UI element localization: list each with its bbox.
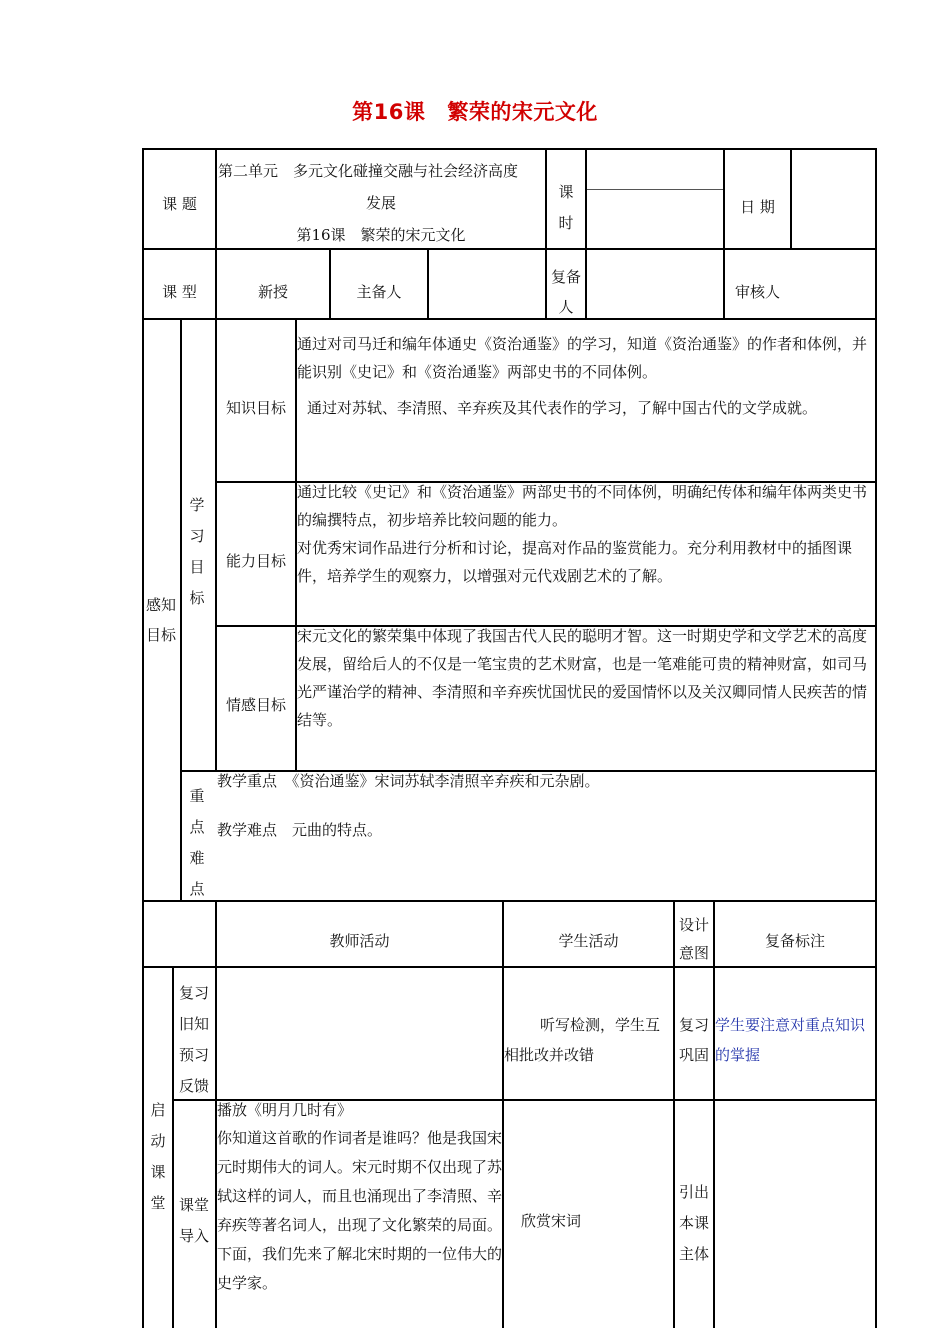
review-row-label: 复习旧知预习反馈 [178, 984, 209, 1095]
grid-line [587, 189, 723, 190]
review-design-intent: 复习巩固 [678, 1016, 709, 1064]
intro-teacher-line-1: 播放《明月几时有》 [217, 1101, 353, 1119]
grid-line [585, 148, 587, 318]
grid-line [545, 148, 547, 318]
audit-label: 审核人 [734, 283, 780, 301]
type-label: 课 型 [162, 283, 197, 301]
type-value: 新授 [257, 283, 288, 301]
notes-head: 复备标注 [764, 932, 825, 950]
grid-line [713, 900, 715, 1328]
grid-line [790, 148, 792, 248]
key-point: 教学重点 《资治通鉴》宋词苏轼李清照辛弃疾和元杂剧。 [217, 772, 600, 790]
lesson-number: 第16课 [352, 100, 426, 124]
grid-line [142, 148, 144, 1328]
grid-line [142, 966, 877, 968]
lead-label: 主备人 [356, 283, 402, 301]
knowledge-goal-text-2: 通过对苏轼、李清照、辛弃疾及其代表作的学习，了解中国古代的文学成就。 [307, 399, 818, 417]
emotion-goal-label: 情感目标 [225, 696, 286, 714]
student-activity-head: 学生活动 [558, 932, 619, 950]
ability-goal-label: 能力目标 [225, 552, 286, 570]
review-notes: 学生要注意对重点知识的掌握 [715, 1016, 866, 1064]
learning-goals-label: 学习目标 [189, 496, 205, 607]
subject-line-2: 发展 [365, 194, 396, 212]
review-label: 复备人 [550, 268, 581, 316]
grid-line [142, 148, 877, 150]
knowledge-goal-text-1: 通过对司马迁和编年体通史《资治通鉴》的学习，知道《资治通鉴》的作者和体例，并能识别《史记》和《资治通鉴》两部史书的不同体例。 [297, 335, 868, 381]
grid-line [180, 318, 182, 900]
subject-line-3: 第16课 繁荣的宋元文化 [296, 226, 466, 244]
intro-student-activity: 欣赏宋词 [521, 1212, 582, 1230]
grid-line [427, 248, 429, 318]
emotion-goal-text: 宋元文化的繁荣集中体现了我国古代人民的聪明才智。这一时期史学和文学艺术的高度发展，留给后人的不仅是一笔宝贵的艺术财富，也是一笔难能可贵的精神财富，如司马光严谨治学的精神、李清照和辛弃疾忧国忧民的爱国情怀以及关汉卿同情人民疾苦的情结等。 [297, 627, 868, 729]
intro-row-label: 课堂导入 [178, 1196, 209, 1245]
lesson-name: 繁荣的宋元文化 [447, 100, 598, 124]
grid-line [673, 900, 675, 1328]
difficult-point: 教学难点 元曲的特点。 [217, 821, 383, 839]
grid-line [875, 148, 877, 1328]
start-class-label: 启动课堂 [150, 1101, 166, 1212]
grid-line [142, 318, 877, 320]
ability-goal-text-2: 对优秀宋词作品进行分析和讨论，提高对作品的鉴赏能力。充分利用教材中的插图课件，培养学生的观察力，以增强对元代戏剧艺术的了解。 [297, 539, 853, 585]
intro-design-intent: 引出本课主体 [678, 1183, 709, 1263]
knowledge-goal-label: 知识目标 [225, 399, 286, 417]
design-intent-head: 设计意图 [678, 916, 709, 962]
grid-line [142, 900, 877, 902]
review-student-activity: 听写检测，学生互相批改并改错 [504, 1016, 661, 1064]
ability-goal-text-1: 通过比较《史记》和《资治通鉴》两部史书的不同体例，明确纪传体和编年体两类史书的编撰特点，初步培养比较问题的能力。 [297, 483, 868, 529]
intro-teacher-line-2: 你知道这首歌的作词者是谁吗？他是我国宋元时期伟大的词人。宋元时期不仅出现了苏轼这样的词人，而且也涌现出了李清照、辛弃疾等著名词人，出现了文化繁荣的局面。下面，我们先来了解北宋时期的一位伟大的史学家。 [217, 1129, 503, 1292]
perception-goals-label: 感知目标 [145, 596, 176, 644]
date-label: 日 期 [740, 198, 775, 216]
teacher-activity-head: 教师活动 [329, 932, 390, 950]
grid-line [142, 248, 877, 250]
subject-label: 课 题 [162, 195, 197, 213]
key-difficult-label: 重点难点 [189, 787, 205, 898]
grid-line [502, 900, 504, 1328]
grid-line [172, 966, 174, 1328]
period-label: 课时 [558, 183, 574, 232]
subject-line-1: 第二单元 多元文化碰撞交融与社会经济高度 [218, 162, 519, 180]
